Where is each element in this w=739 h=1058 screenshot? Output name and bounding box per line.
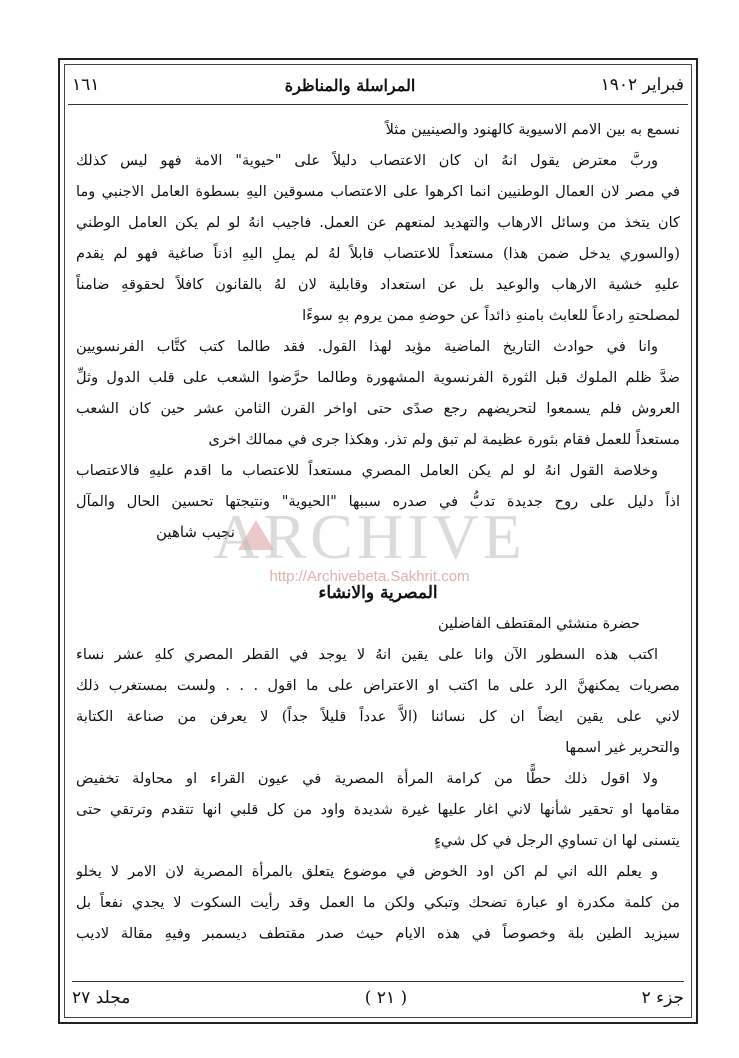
text-line: نسمع به بين الامم الاسيوية كالهنود والصينيين مثلاً [385, 121, 680, 138]
watermark-url: http://Archivebeta.Sakhrit.com [269, 568, 470, 585]
text-line: كان يتخذ من وسائل الارهاب والتهديد لمنعهم عن العمل. فاجيب انهُ لو لم يكن العامل الوطني [76, 214, 680, 231]
text-line: و يعلم الله اني لم اكن اود الخوض في موضوع يتعلق بالمرأة المصرية لان الامر لا يخلو [76, 863, 658, 880]
text-line: مقامها او تحقير شأنها لاني اغار عليها غيرة شديدة واود من كل قلبي انها تتقدم وترتقي حتى [76, 801, 680, 818]
footer-page-number: ( ٢١ ) [364, 988, 408, 1008]
text-line: وانا في حوادث التاريخ الماضية مؤيد لهذا القول. فقد طالما كتب كتَّاب الفرنسويين [76, 338, 658, 355]
article-body [76, 114, 680, 972]
text-line: مستعداً للعمل فقام بثورة عظيمة لم تبق ولم تذر. وهكذا جرى في ممالك اخرى [208, 431, 680, 448]
text-line: وربَّ معترض يقول انهُ ان كان الاعتصاب دليلاً على "حيوية" الامة فهو ليس كذلك [76, 152, 658, 169]
text-line: العروش فلم يسمعوا لتحريضهم رجع صدًى حتى اواخر القرن الثامن عشر حين كان الشعب [76, 400, 680, 417]
text-line: عليهِ خشية الارهاب والوعيد بل عن استعداد وقابلية لان لهُ بالقانون كافلاً لحقوقهِ ضامناً [76, 276, 680, 293]
watermark-title: ARCHIVE [213, 501, 526, 572]
text-line: يتسنى لها ان تساوي الرجل في كل شيءٍ [434, 832, 680, 849]
author-signature: نجيب شاهين [156, 523, 235, 541]
letter-address: حضرة منشئي المقتطف الفاضلين [438, 615, 640, 632]
text-line: ضدَّ ظلم الملوك قبل الثورة الفرنسوية المشهورة وطالما حرَّضوا الشعب على قلب الدول وثلِّ [76, 369, 680, 386]
header-date: فبراير ١٩٠٢ [600, 75, 684, 95]
text-line: مصريات يمكنهنَّ الرد على ما اكتب او الاعتراض على ما اقول . . . ولست بمستغرب ذلك [76, 677, 680, 694]
text-line: (والسوري يدخل ضمن هذا) مستعداً للاعتصاب قابلاً لهُ لم يملِ اليهِ اذناً صاغية فهو لم يقدم [76, 245, 680, 262]
header-page-number: ١٦١ [72, 75, 100, 95]
text-line: لمصلحتهِ رادعاً للعابث بامنهِ ذائداً عن حوضهِ ممن يروم بهِ سوءًا [302, 307, 680, 324]
page-header [72, 70, 684, 100]
text-line: من كلمة مكدرة او عبارة تضحك وتبكي ولكن ما العمل وقد رأيت السكوت لا يجدي نفعاً بل [76, 894, 680, 911]
section-title: المصرية والانشاء [318, 583, 438, 603]
header-divider [68, 104, 688, 105]
text-line: في مصر لان العمال الوطنيين انما اكرهوا على الاعتصاب مسوقين اليهِ بسطوة العامل الاجنبي وما [76, 183, 680, 200]
journal-page [58, 58, 698, 1024]
text-line: والتحرير غير اسمها [565, 739, 680, 756]
text-line: سيزيد الطين بلة وخصوصاً في هذه الايام حيث صدر مقتطف ديسمبر وفيهِ مقالة لاديب [76, 925, 680, 942]
text-line: اذاً دليل على روح جديدة تدبُّ في صدره سببها "الحيوية" ونتيجتها تحسين الحال والمآل [76, 493, 680, 510]
footer-volume: مجلد ٢٧ [72, 988, 131, 1008]
text-line: ولا اقول ذلك حطًّا من كرامة المرأة المصرية في عيون القراء او محاولة تخفيض [76, 770, 658, 787]
footer-part: جزء ٢ [641, 988, 684, 1008]
header-title: المراسلة والمناظرة [284, 75, 416, 95]
watermark-logo-icon [238, 520, 274, 550]
text-line: اكتب هذه السطور الآن وانا على يقين انهُ لا يوجد في القطر المصري كلهِ عشر نساء [76, 646, 658, 663]
page-footer [72, 981, 684, 1014]
text-line: وخلاصة القول انهُ لو لم يكن العامل المصري مستعداً للاعتصاب ما اقدم عليهِ فالاعتصاب [76, 462, 658, 479]
text-line: لاني على يقين ايضاً ان كل نسائنا (الاَّ عدداً قليلاً جداً) لا يعرفن من صناعة الكتابة [76, 708, 680, 725]
